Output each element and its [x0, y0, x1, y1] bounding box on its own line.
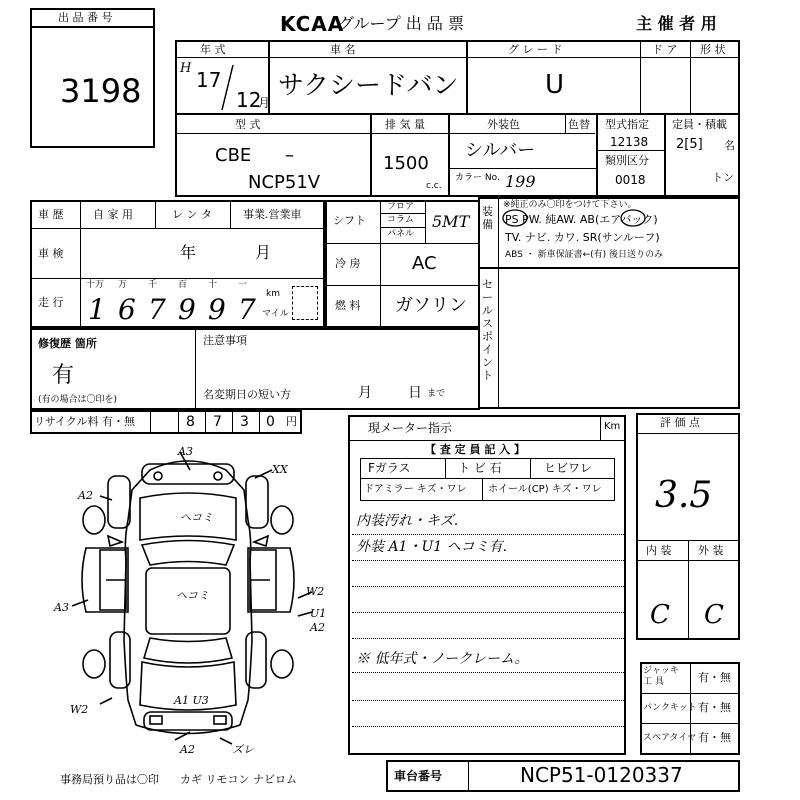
interior-label: 内 装 — [646, 544, 672, 557]
car-name-value: サクシードバン — [278, 71, 459, 101]
mark-right-2: U1 — [310, 607, 327, 620]
body-label: 形 状 — [700, 43, 726, 56]
exterior-value: C — [704, 600, 724, 630]
model-prefix: CBE — [215, 145, 252, 166]
recycle-digit-1: 8 — [186, 414, 195, 430]
repair-label: 修復歴 箇所 — [38, 337, 97, 350]
repair-value: 有 — [52, 363, 75, 388]
score-label: 評 価 点 — [660, 416, 700, 429]
sales-point-box — [478, 267, 740, 409]
car-name-label: 車 名 — [330, 43, 356, 56]
lot-number: 3198 — [60, 72, 142, 110]
recycle-label: リサイクル料 有・無 — [34, 415, 135, 428]
year-era: H — [180, 61, 192, 76]
inspector-line-5: ※ 低年式・ノークレーム。 — [356, 651, 529, 667]
recycle-digit-4: 0 — [266, 414, 275, 430]
mark-left-side: A3 — [54, 601, 69, 614]
mark-right-1: W2 — [306, 585, 325, 598]
class-category-label: 類別区分 — [605, 154, 649, 167]
shift-floor: フロア — [387, 202, 415, 212]
extra-puncture-value: 有・無 — [698, 701, 731, 714]
fuel-label: 燃 料 — [335, 299, 361, 312]
extra-jack-label: ジャッキ 工 具 — [643, 666, 679, 687]
model-code-label: 型 式 — [235, 118, 261, 131]
exterior-color-label: 外装色 — [487, 118, 520, 131]
year-label: 年 式 — [200, 43, 226, 56]
sheet-title: グループ 出 品 票 — [338, 14, 464, 33]
score-value: 3.5 — [655, 475, 713, 516]
damage-wheel: ホイール(CP) キズ・ワレ — [488, 484, 602, 495]
shift-panel: パネル — [387, 229, 415, 239]
glass-crack: ヒビワレ — [544, 461, 593, 475]
year-month: 12 — [236, 88, 262, 112]
glass-front: Fガラス — [368, 461, 411, 475]
recycle-digit-2: 7 — [213, 414, 222, 430]
mile-label: マイル — [262, 309, 289, 319]
glass-chip: ト ビ 石 — [458, 461, 502, 475]
lot-label: 出 品 番 号 — [58, 11, 113, 24]
office-items-label: 事務局預り品は〇印 — [60, 773, 159, 786]
mileage-label: 走 行 — [38, 296, 64, 309]
kcaa-logo: KCAA — [280, 12, 345, 36]
notes-month: 月 — [358, 385, 372, 401]
equipment-line3: ABS ・ 新車保証書←(有) 後日送りのみ — [505, 250, 664, 260]
history-label: 車 歴 — [38, 208, 64, 221]
damage-mirror: ドアミラー キズ・ワレ — [364, 484, 467, 495]
color-no-label: カラー No. — [455, 173, 500, 183]
inspection-month: 月 — [255, 243, 272, 262]
extra-jack-value: 有・無 — [698, 671, 731, 684]
extra-puncture-label: パンクキット — [643, 703, 697, 713]
history-business: 事業.営業車 — [243, 208, 302, 221]
shift-column: コラム — [387, 215, 414, 225]
chassis-label: 車台番号 — [394, 769, 443, 783]
inspection-label: 車 検 — [38, 247, 64, 260]
extra-spare-label: スペアタイヤ — [643, 733, 697, 743]
exterior-label: 外 装 — [698, 544, 724, 557]
sales-point-label: セールスポイント — [482, 278, 493, 382]
capacity-value: 2[5] — [676, 137, 703, 152]
inspection-year: 年 — [180, 243, 197, 262]
shift-label: シフト — [333, 214, 366, 227]
model-dash: – — [285, 145, 294, 166]
mileage-digits: 十万 万 千 百 十 一 1 6 7 9 9 7 — [86, 280, 256, 326]
color-no-value: 199 — [505, 172, 536, 191]
organizer-label: 主 催 者 用 — [636, 14, 717, 33]
chassis-value: NCP51-0120337 — [520, 763, 683, 787]
notes-day: 日 — [408, 385, 422, 401]
displacement-label: 排 気 量 — [385, 118, 425, 131]
inspector-line-1: 内装汚れ・キズ. — [356, 513, 459, 529]
equipment-line1: PS PW. 純AW. AB(エアバック) — [505, 213, 658, 226]
capacity-unit: 名 — [724, 139, 735, 152]
mark-left-front: A2 — [78, 489, 93, 502]
extra-spare-value: 有・無 — [698, 731, 731, 744]
fuel-value: ガソリン — [395, 295, 467, 316]
inspector-label: 【 査 定 員 記 入 】 — [425, 443, 525, 456]
equipment-note: ※純正のみ〇印をつけて下さい。 — [503, 200, 637, 210]
recycle-unit: 円 — [286, 415, 297, 428]
aircon-value: AC — [412, 253, 437, 274]
office-items-list: カギ リモコン ナビロム — [180, 773, 297, 786]
mark-top: A3 — [178, 445, 193, 458]
history-private: 自 家 用 — [93, 208, 133, 221]
grade-value: U — [545, 70, 565, 100]
interior-value: C — [650, 600, 670, 630]
mark-bottom-right: ズレ — [232, 743, 254, 756]
history-rental: レ ン タ — [172, 208, 212, 221]
mark-trunk: A1 U3 — [174, 694, 209, 707]
mark-right-3: A2 — [310, 621, 325, 634]
model-code: NCP51V — [248, 172, 321, 193]
exterior-color-value: シルバー — [465, 140, 536, 161]
repair-note: (有の場合は〇印を) — [38, 395, 118, 405]
door-label: ド ア — [652, 43, 678, 56]
mark-bottom: A2 — [180, 743, 195, 756]
equipment-line2: TV. ナビ. カワ. SR(サンルーフ) — [505, 231, 660, 244]
km-label: km — [266, 289, 280, 299]
type-designation-value: 12138 — [610, 135, 649, 149]
mark-top-right: XX — [272, 463, 288, 476]
meter-label: 現メーター指示 — [368, 421, 453, 435]
type-designation-label: 型式指定 — [605, 118, 649, 131]
notes-until: まで — [427, 389, 446, 399]
year-value: 17 — [196, 68, 222, 92]
mark-roof: ヘコミ — [176, 589, 209, 602]
notes-label: 注意事項 — [203, 334, 247, 347]
ton-unit: トン — [712, 171, 734, 184]
grade-label: グ レ ー ド — [508, 43, 563, 56]
shift-value: 5MT — [432, 212, 470, 231]
displacement-unit: c.c. — [426, 181, 442, 191]
class-category-value: 0018 — [615, 173, 646, 187]
displacement-value: 1500 — [383, 153, 429, 174]
color-change-label: 色替 — [568, 118, 590, 131]
inspector-line-2: 外装 A1・U1 ヘコミ有. — [356, 539, 508, 555]
short-change-label: 名変期日の短い方 — [203, 388, 291, 401]
equipment-label: 装 備 — [482, 205, 493, 231]
mark-rear-left: W2 — [70, 703, 89, 716]
aircon-label: 冷 房 — [335, 257, 361, 270]
recycle-digit-3: 3 — [240, 414, 249, 430]
mark-hood: ヘコミ — [180, 511, 213, 524]
mile-checkbox — [292, 286, 318, 320]
meter-unit: Km — [604, 421, 621, 432]
capacity-label: 定員・積載 — [672, 118, 727, 131]
month-suffix: 月 — [258, 96, 271, 110]
